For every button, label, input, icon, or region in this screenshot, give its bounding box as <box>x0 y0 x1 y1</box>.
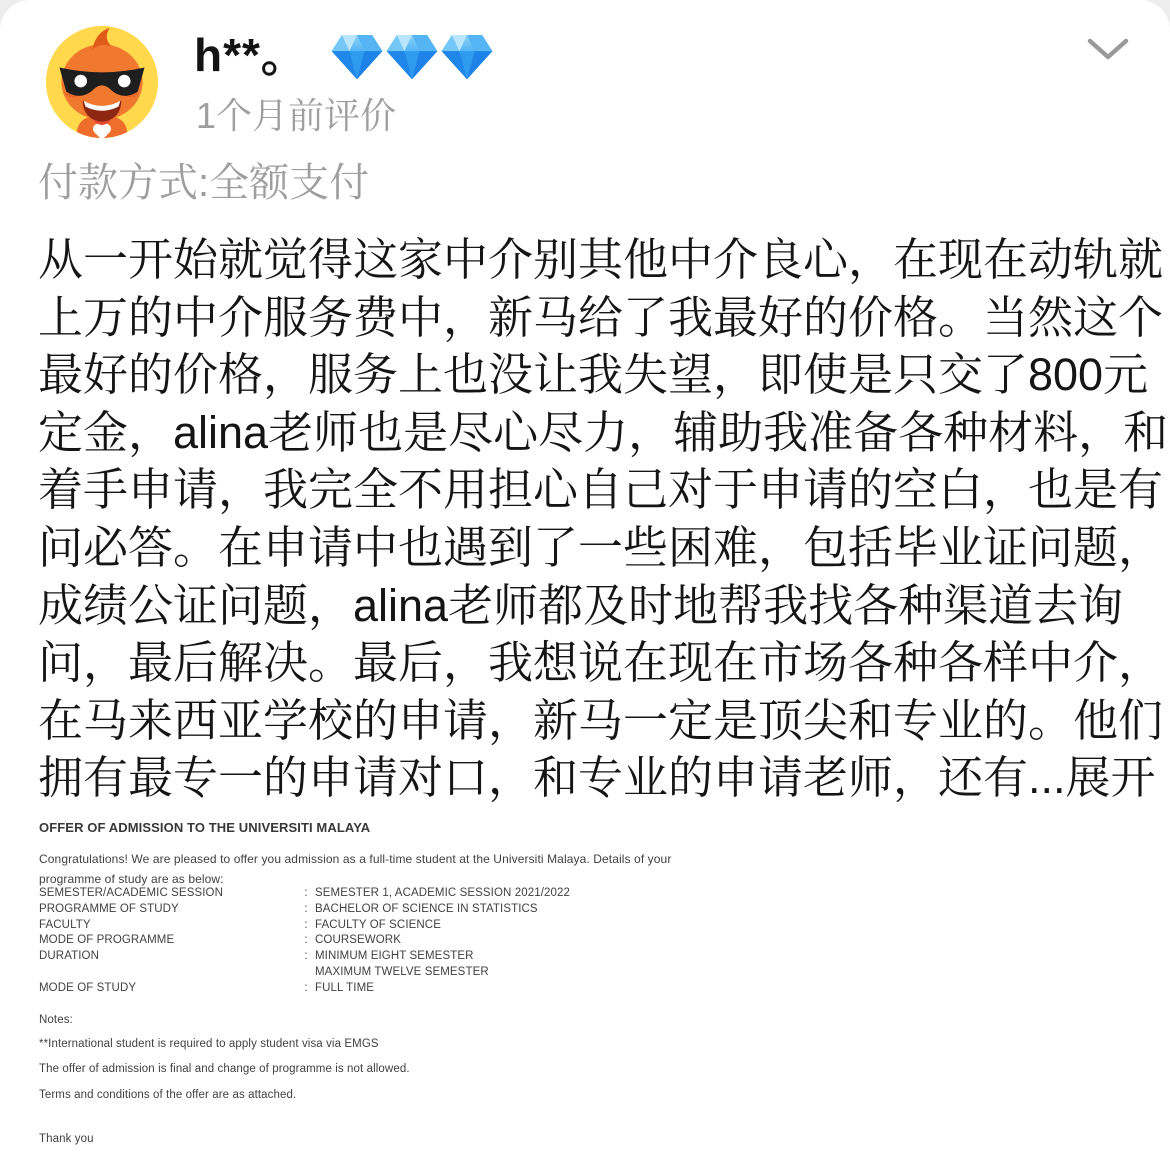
offer-letter-fields <box>39 886 699 997</box>
field-value: SEMESTER 1, ACADEMIC SESSION 2021/2022 <box>315 887 570 899</box>
field-label: MODE OF STUDY <box>39 981 137 994</box>
offer-letter-title: OFFER OF ADMISSION TO THE UNIVERSITI MALAYA <box>39 820 371 835</box>
field-value-line: MINIMUM EIGHT SEMESTER <box>315 950 474 963</box>
review-line: 问必答。在申请中也遇到了一些困难，包括毕业证问题， <box>38 521 1164 573</box>
offer-letter-intro-line: programme of study are as below: <box>39 872 224 886</box>
offer-field-row <box>39 902 699 918</box>
review-time: 1个月前评价 <box>196 95 397 136</box>
field-value: BACHELOR OF SCIENCE IN STATISTICS <box>315 902 538 915</box>
offer-field-row <box>39 981 699 997</box>
offer-notes-title: Notes: <box>39 1014 73 1026</box>
attached-offer-letter-image[interactable] <box>36 816 726 1170</box>
field-separator: : <box>304 918 308 931</box>
reviewer-name-row <box>194 24 495 86</box>
offer-field-row <box>39 918 699 934</box>
expand-review-link[interactable]: 展开 <box>1065 752 1156 804</box>
field-label: PROGRAMME OF STUDY <box>39 902 179 915</box>
offer-letter-intro-line: Congratulations! We are pleased to offer you admission as a full-time student at the Universiti Malaya. Details of your <box>39 852 672 866</box>
review-line: 着手申请，我完全不用担心自己对于申请的空白，也是有 <box>38 464 1164 516</box>
user-level-badges <box>330 31 495 81</box>
field-value: FACULTY OF SCIENCE <box>315 918 441 931</box>
offer-note: **International student is required to apply student visa via EMGS <box>39 1038 379 1050</box>
offer-note: Terms and conditions of the offer are as attached. <box>39 1089 297 1101</box>
review-line: 上万的中介服务费中，新马给了我最好的价格。当然这个 <box>38 291 1164 343</box>
field-label: FACULTY <box>39 918 91 931</box>
field-value-line: MAXIMUM TWELVE SEMESTER <box>315 965 489 978</box>
offer-letter-intro <box>39 849 689 889</box>
field-separator: : <box>304 934 308 947</box>
field-separator: : <box>304 902 308 915</box>
review-line: 成绩公证问题，alina老师都及时地帮我找各种渠道去询 <box>38 579 1124 631</box>
payment-method-label: 付款方式:全额支付 <box>38 161 370 205</box>
field-value: FULL TIME <box>315 981 375 994</box>
diamond-icon <box>385 31 439 81</box>
avatar <box>44 24 160 140</box>
field-label: SEMESTER/ACADEMIC SESSION <box>39 887 223 899</box>
offer-closing: Thank you <box>39 1133 94 1145</box>
field-separator: : <box>304 950 308 963</box>
field-value: COURSEWORK <box>315 934 401 947</box>
review-text <box>38 231 1169 807</box>
offer-note: The offer of admission is final and change of programme is not allowed. <box>39 1063 410 1075</box>
review-line: 拥有最专一的申请对口，和专业的申请老师，还有... <box>38 752 1066 804</box>
taobao-mascot-avatar-icon <box>44 24 160 140</box>
offer-field-row <box>39 949 699 981</box>
diamond-icon <box>440 31 494 81</box>
collapse-review-button[interactable] <box>1080 28 1136 72</box>
chevron-down-icon <box>1086 37 1130 63</box>
field-label: DURATION <box>39 950 100 963</box>
field-separator: : <box>304 981 308 994</box>
offer-field-row <box>39 886 699 902</box>
review-line: 最好的价格，服务上也没让我失望，即使是只交了800元 <box>38 349 1149 401</box>
review-line: 在马来西亚学校的申请，新马一定是顶尖和专业的。他们 <box>38 694 1164 746</box>
diamond-icon <box>330 31 384 81</box>
review-line: 从一开始就觉得这家中介别其他中介良心，在现在动轨就 <box>38 234 1164 285</box>
field-value <box>315 949 699 981</box>
field-label: MODE OF PROGRAMME <box>39 934 175 947</box>
offer-field-row <box>39 933 699 949</box>
review-line: 问，最后解决。最后，我想说在现在市场各种各样中介， <box>38 637 1164 689</box>
field-separator: : <box>304 887 308 899</box>
review-last-line <box>38 749 1156 807</box>
reviewer-username: h**。 <box>194 29 308 81</box>
review-line: 定金，alina老师也是尽心尽力，辅助我准备各种材料，和 <box>38 406 1169 458</box>
